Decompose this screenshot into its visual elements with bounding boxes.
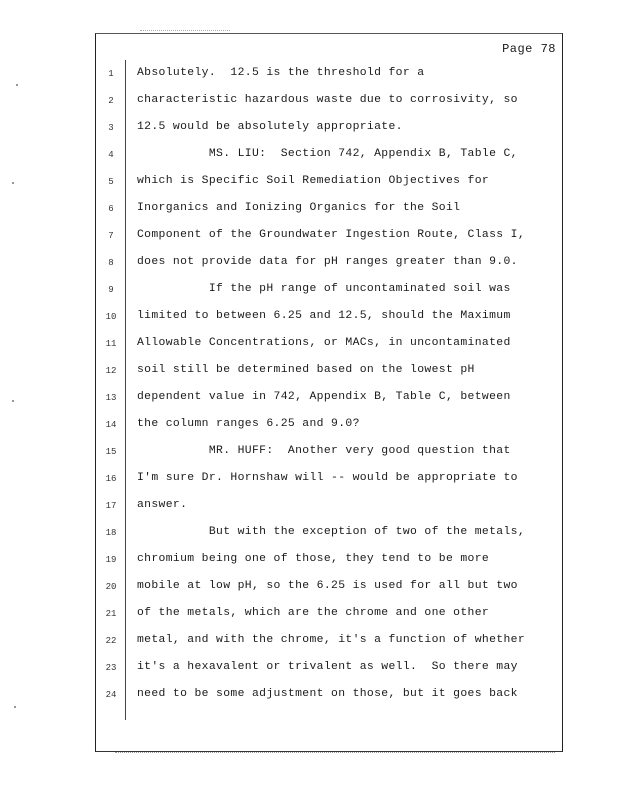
transcript-line: chromium being one of those, they tend to be more: [137, 553, 490, 565]
line-number: 24: [105, 690, 117, 700]
line-number: 11: [105, 339, 117, 349]
transcript-line: metal, and with the chrome, it's a function of whether: [137, 634, 526, 646]
transcript-line: answer.: [137, 499, 188, 511]
transcript-line: need to be some adjustment on those, but it goes back: [137, 688, 518, 700]
transcript-line: it's a hexavalent or trivalent as well. So there may: [137, 661, 518, 673]
transcript-line: characteristic hazardous waste due to corrosivity, so: [137, 94, 518, 106]
scan-speck: [12, 400, 14, 402]
line-number: 7: [108, 231, 114, 241]
line-number: 14: [105, 420, 117, 430]
scan-artifact-top: [140, 30, 230, 31]
transcript-line: But with the exception of two of the metals,: [137, 526, 526, 538]
page-number: Page 78: [502, 42, 556, 56]
line-number: 2: [108, 96, 114, 106]
transcript-line: If the pH range of uncontaminated soil was: [137, 283, 511, 295]
transcript-line: mobile at low pH, so the 6.25 is used for all but two: [137, 580, 518, 592]
line-number: 19: [105, 555, 117, 565]
line-number: 1: [108, 69, 114, 79]
scan-artifact-bottom: [115, 752, 555, 753]
transcript-line: MR. HUFF: Another very good question that: [137, 445, 511, 457]
transcript-line: Absolutely. 12.5 is the threshold for a: [137, 67, 425, 79]
line-number: 8: [108, 258, 114, 268]
transcript-line: Component of the Groundwater Ingestion Route, Class I,: [137, 229, 526, 241]
transcript-line: dependent value in 742, Appendix B, Table C, between: [137, 391, 511, 403]
line-number: 17: [105, 501, 117, 511]
transcript-line: does not provide data for pH ranges greater than 9.0.: [137, 256, 518, 268]
line-number: 3: [108, 123, 114, 133]
line-number: 6: [108, 204, 114, 214]
line-number-gutter-rule: [125, 60, 126, 720]
transcript-line: I'm sure Dr. Hornshaw will -- would be appropriate to: [137, 472, 518, 484]
scan-speck: [16, 84, 18, 86]
line-number: 22: [105, 636, 117, 646]
transcript-line: MS. LIU: Section 742, Appendix B, Table C,: [137, 148, 518, 160]
line-number: 23: [105, 663, 117, 673]
transcript-line: which is Specific Soil Remediation Objectives for: [137, 175, 490, 187]
line-number: 20: [105, 582, 117, 592]
scan-speck: [14, 706, 16, 708]
line-number: 13: [105, 393, 117, 403]
line-number: 12: [105, 366, 117, 376]
line-number: 21: [105, 609, 117, 619]
line-number: 4: [108, 150, 114, 160]
transcript-line: soil still be determined based on the lowest pH: [137, 364, 475, 376]
line-number: 15: [105, 447, 117, 457]
line-number: 18: [105, 528, 117, 538]
line-number: 10: [105, 312, 117, 322]
transcript-line: limited to between 6.25 and 12.5, should the Maximum: [137, 310, 511, 322]
line-number: 5: [108, 177, 114, 187]
line-number: 9: [108, 285, 114, 295]
transcript-line: Inorganics and Ionizing Organics for the Soil: [137, 202, 461, 214]
transcript-line: 12.5 would be absolutely appropriate.: [137, 121, 403, 133]
line-number: 16: [105, 474, 117, 484]
transcript-line: of the metals, which are the chrome and one other: [137, 607, 490, 619]
transcript-line: Allowable Concentrations, or MACs, in uncontaminated: [137, 337, 511, 349]
transcript-line: the column ranges 6.25 and 9.0?: [137, 418, 360, 430]
scan-speck: [12, 182, 14, 184]
